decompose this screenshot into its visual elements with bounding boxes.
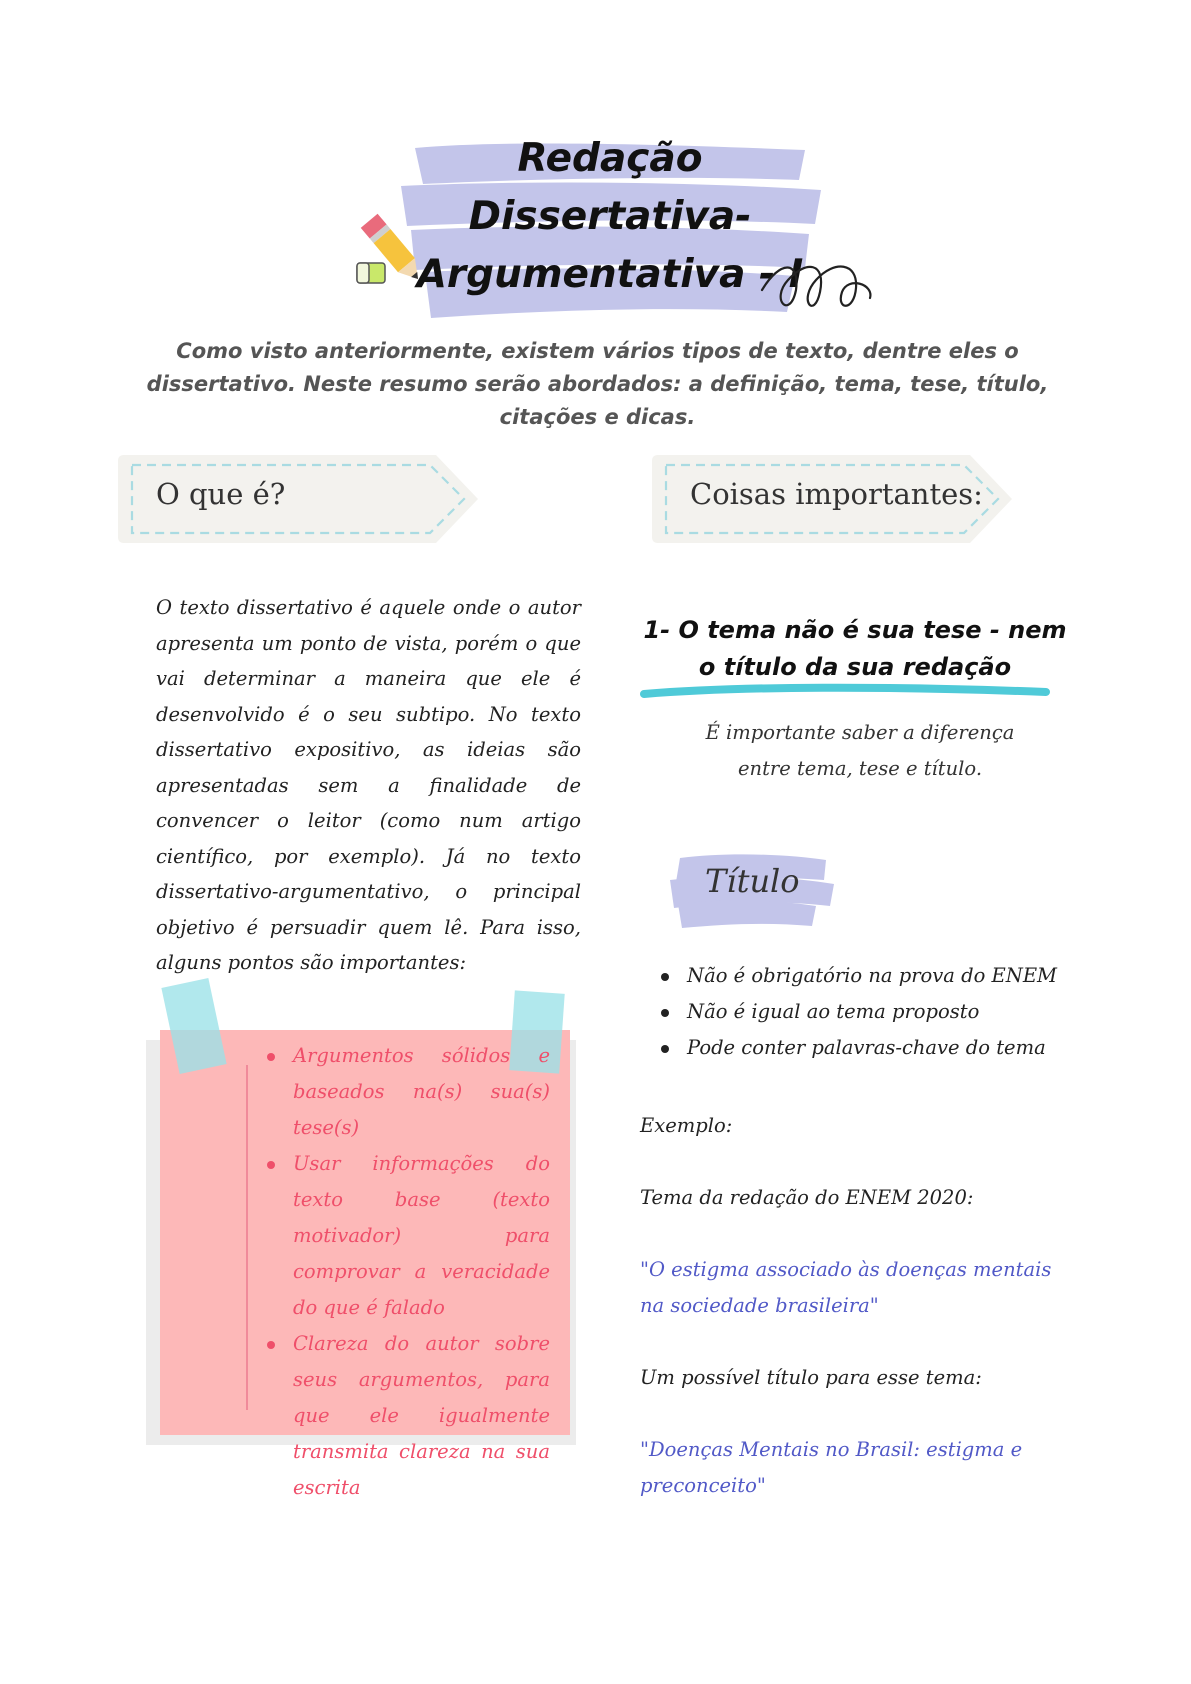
title-rules-list bbox=[655, 958, 1085, 1066]
list-item: Argumentos sólidos e baseados na(s) sua(s) tese(s) bbox=[265, 1038, 550, 1146]
theme-quote: "O estigma associado às doenças mentais na sociedade brasileira" bbox=[640, 1258, 1052, 1317]
list-item: Pode conter palavras-chave do tema bbox=[655, 1030, 1085, 1066]
tag-important-things bbox=[652, 455, 1012, 543]
title-quote: "Doenças Mentais no Brasil: estigma e preconceito" bbox=[640, 1438, 1023, 1497]
note-margin-line bbox=[246, 1065, 248, 1410]
tag-what-is bbox=[118, 455, 478, 543]
title-line-1: Redação bbox=[517, 136, 703, 181]
list-item: Não é obrigatório na prova do ENEM bbox=[655, 958, 1085, 994]
title-line-3: Argumentativa - I bbox=[416, 252, 804, 297]
important-text: É importante saber a diferença entre tema, tese e título. bbox=[705, 721, 1015, 780]
definition-paragraph: O texto dissertativo é aquele onde o autor apresenta um ponto de vista, porém o que vai determinar a maneira que ele é desenvolvido é o seu subtipo. No texto dissertativo expositivo, as ideias são apresentadas sem a finalidade de convencer o leitor (como num artigo científico, por exemplo). Já no texto dissertativo-argumentativo, o principal objetivo é persuadir quem lê. Para isso, alguns pontos são importantes: bbox=[156, 596, 581, 974]
list-item: Usar informações do texto base (texto motivador) para comprovar a veracidade do que é falado bbox=[265, 1146, 550, 1326]
note-list bbox=[265, 1038, 550, 1506]
important-heading: 1- O tema não é sua tese - nem o título da sua redação bbox=[643, 616, 1067, 681]
title-line-2: Dissertativa- bbox=[468, 194, 752, 239]
possible-title-label: Um possível título para esse tema: bbox=[640, 1366, 982, 1389]
example-label: Exemplo: bbox=[640, 1114, 733, 1137]
highlight-stroke bbox=[640, 680, 1050, 704]
theme-label: Tema da redação do ENEM 2020: bbox=[640, 1186, 974, 1209]
tag-label: Coisas importantes: bbox=[690, 477, 983, 511]
intro-text: Como visto anteriormente, existem vários tipos de texto, dentre eles o dissertativo. Neste resumo serão abordados: a definição, tema, tese, título, citações e dicas. bbox=[146, 339, 1049, 429]
title-section-heading: Título bbox=[705, 862, 800, 900]
list-item: Não é igual ao tema proposto bbox=[655, 994, 1085, 1030]
tag-label: O que é? bbox=[156, 477, 286, 511]
list-item: Clareza do autor sobre seus argumentos, para que ele igualmente transmita clareza na sua escrita bbox=[265, 1326, 550, 1506]
squiggle-doodle bbox=[760, 250, 880, 320]
